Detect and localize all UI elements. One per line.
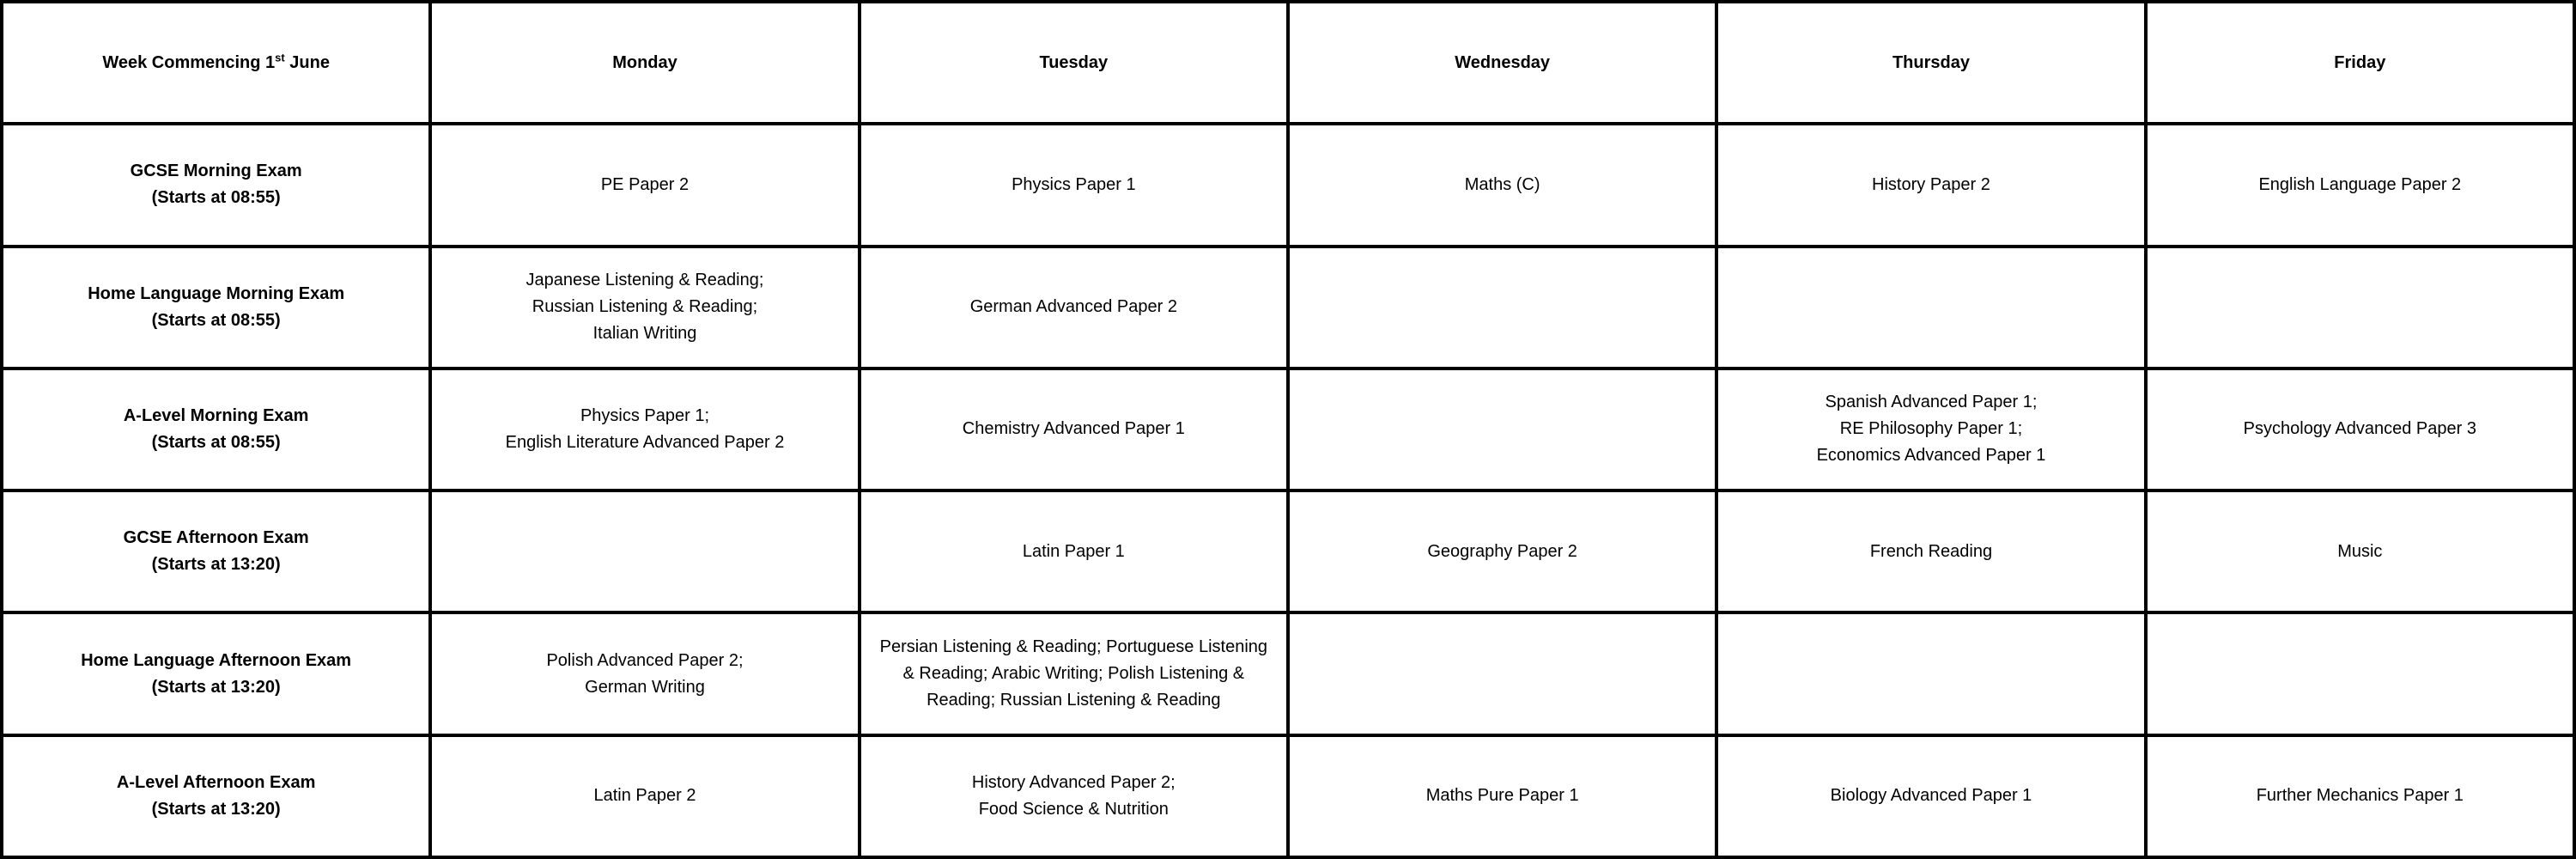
day-header-monday: Monday	[430, 2, 859, 124]
exam-entry-line: Geography Paper 2	[1427, 541, 1577, 561]
exam-session-label	[2, 735, 430, 857]
session-start-time: (Starts at 08:55)	[151, 310, 281, 330]
exam-entry-line: History Advanced Paper 2;	[971, 772, 1176, 792]
exam-cell-friday	[2146, 124, 2574, 246]
session-start-time: (Starts at 13:20)	[151, 677, 281, 697]
session-name: Home Language Morning Exam	[88, 283, 345, 303]
exam-cell-thursday	[1716, 369, 2145, 490]
exam-entry-line: History Paper 2	[1872, 174, 1990, 194]
day-header-friday: Friday	[2146, 2, 2574, 124]
header-row	[2, 2, 2574, 124]
exam-row	[2, 369, 2574, 490]
exam-cell-tuesday	[860, 735, 1288, 857]
session-name: GCSE Afternoon Exam	[123, 528, 309, 548]
exam-cell-monday	[430, 612, 859, 734]
week-commencing-prefix: Week Commencing 1	[102, 52, 276, 72]
exam-entry-line: English Language Paper 2	[2258, 174, 2462, 194]
exam-entry-line: Music	[2337, 541, 2383, 561]
exam-entry-line: English Literature Advanced Paper 2	[505, 432, 785, 452]
exam-cell-tuesday	[860, 612, 1288, 734]
exam-cell-monday	[430, 369, 859, 490]
exam-entry-line: German Writing	[585, 677, 705, 697]
exam-cell-wednesday	[1288, 735, 1716, 857]
exam-row	[2, 490, 2574, 612]
session-name: GCSE Morning Exam	[130, 161, 302, 181]
exam-cell-thursday	[1716, 735, 2145, 857]
exam-cell-thursday	[1716, 124, 2145, 246]
exam-cell-friday	[2146, 735, 2574, 857]
exam-entry-line: Psychology Advanced Paper 3	[2243, 419, 2476, 439]
exam-entry-line: Economics Advanced Paper 1	[1816, 446, 2046, 466]
exam-cell-thursday	[1716, 247, 2145, 369]
exam-entry-line: Polish Advanced Paper 2;	[546, 650, 744, 670]
session-name: Home Language Afternoon Exam	[81, 650, 352, 670]
exam-entry-line: Reading; Russian Listening & Reading	[927, 691, 1221, 710]
session-name: A-Level Afternoon Exam	[116, 772, 316, 792]
exam-cell-friday	[2146, 247, 2574, 369]
exam-row	[2, 612, 2574, 734]
day-header-tuesday: Tuesday	[860, 2, 1288, 124]
exam-cell-tuesday	[860, 124, 1288, 246]
session-start-time: (Starts at 08:55)	[151, 188, 281, 208]
exam-cell-wednesday	[1288, 369, 1716, 490]
exam-session-label	[2, 490, 430, 612]
exam-entry-line: Maths (C)	[1464, 174, 1540, 194]
exam-entry-line: Food Science & Nutrition	[978, 799, 1169, 819]
exam-entry-line: Russian Listening & Reading;	[532, 297, 758, 317]
exam-cell-monday	[430, 247, 859, 369]
exam-cell-tuesday	[860, 369, 1288, 490]
exam-entry-line: Japanese Listening & Reading;	[526, 271, 764, 290]
exam-session-label	[2, 247, 430, 369]
week-commencing-ordinal: st	[275, 50, 285, 64]
exam-entry-line: Persian Listening & Reading; Portuguese Listening	[879, 637, 1268, 657]
exam-entry-line: French Reading	[1869, 541, 1993, 561]
exam-entry-line: Spanish Advanced Paper 1;	[1825, 393, 2038, 412]
exam-cell-thursday	[1716, 490, 2145, 612]
exam-cell-friday	[2146, 612, 2574, 734]
week-commencing-suffix: June	[284, 52, 330, 72]
session-start-time: (Starts at 08:55)	[151, 432, 281, 452]
exam-entry-line: Further Mechanics Paper 1	[2256, 786, 2464, 806]
exam-entry-line: Maths Pure Paper 1	[1425, 786, 1579, 806]
exam-row	[2, 124, 2574, 246]
exam-cell-wednesday	[1288, 490, 1716, 612]
day-header-wednesday: Wednesday	[1288, 2, 1716, 124]
week-commencing-header	[2, 2, 430, 124]
exam-cell-monday	[430, 735, 859, 857]
session-start-time: (Starts at 13:20)	[151, 555, 281, 575]
exam-entry-line: RE Philosophy Paper 1;	[1839, 419, 2023, 439]
exam-session-label	[2, 612, 430, 734]
exam-entry-line: Biology Advanced Paper 1	[1830, 786, 2032, 806]
day-header-thursday: Thursday	[1716, 2, 2145, 124]
exam-cell-wednesday	[1288, 247, 1716, 369]
exam-cell-friday	[2146, 490, 2574, 612]
exam-entry-line: Physics Paper 1	[1012, 174, 1136, 194]
exam-entry-line: Physics Paper 1;	[580, 405, 710, 425]
session-start-time: (Starts at 13:20)	[151, 799, 281, 819]
exam-entry-line: Latin Paper 2	[593, 786, 696, 806]
exam-cell-tuesday	[860, 490, 1288, 612]
exam-session-label	[2, 124, 430, 246]
exam-entry-line: German Advanced Paper 2	[969, 297, 1177, 317]
exam-session-label	[2, 369, 430, 490]
exam-cell-thursday	[1716, 612, 2145, 734]
exam-cell-tuesday	[860, 247, 1288, 369]
exam-entry-line: PE Paper 2	[600, 174, 690, 194]
exam-row	[2, 735, 2574, 857]
exam-cell-wednesday	[1288, 124, 1716, 246]
timetable-body	[2, 2, 2574, 857]
exam-row	[2, 247, 2574, 369]
exam-entry-line: Italian Writing	[592, 324, 697, 344]
exam-entry-line: Chemistry Advanced Paper 1	[962, 419, 1185, 439]
session-name: A-Level Morning Exam	[123, 405, 309, 425]
exam-entry-line: Latin Paper 1	[1022, 541, 1125, 561]
exam-cell-wednesday	[1288, 612, 1716, 734]
exam-cell-friday	[2146, 369, 2574, 490]
exam-cell-monday	[430, 124, 859, 246]
exam-cell-monday	[430, 490, 859, 612]
exam-entry-line: & Reading; Arabic Writing; Polish Listening &	[902, 664, 1245, 684]
